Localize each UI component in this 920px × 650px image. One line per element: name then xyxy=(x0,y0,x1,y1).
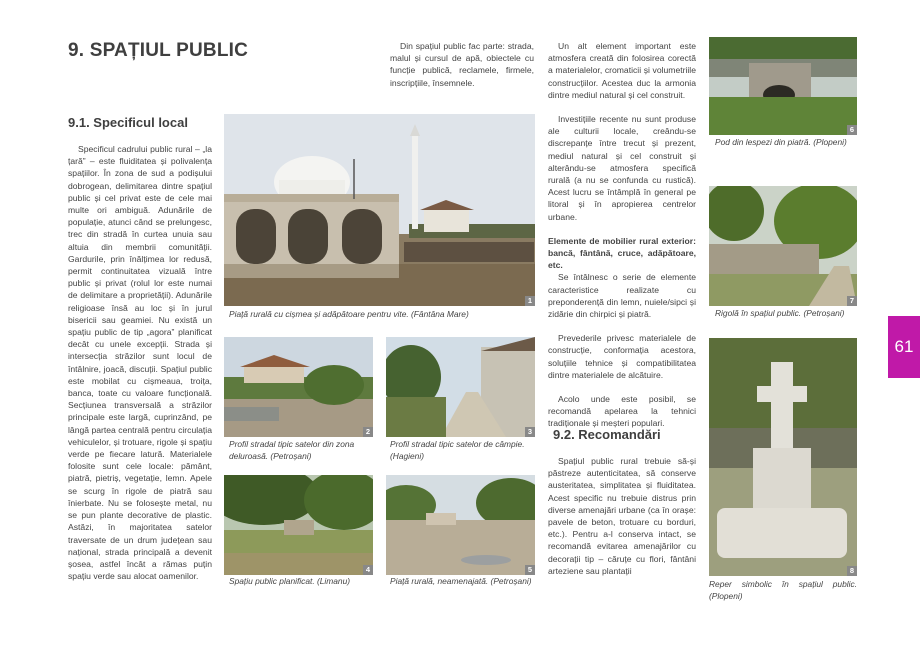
photo-caption: Piață rurală, neamenajată. (Petroșani) xyxy=(390,576,532,586)
paragraph: Se întâlnesc o serie de elemente caracteristice realizate cu preponderență din lemn, nuiele/sipci și zidărie din chirpici și piatră. xyxy=(548,272,696,320)
photo-number-badge: 6 xyxy=(847,125,857,135)
paragraph: Specificul cadrului public rural – „la țară” – este fluiditatea și polivalența spațiilor. În zona de sud a podișului dobrogean, delimitarea dintre spațiul public și cel privat este de cele mai multe ori ambiguă. Adunările de populație, atunci când se prelungesc, trec din stradă în curtea unuia sau altuia din membrii comunității. Gardurile, prin înălțimea lor redusă, permit continuitatea vizuală între public și privat (rolul lor este numai de delimitare a proprietății). Adunările religioase însă au loc și în jurul bisericii sau geamiei. Nu există un spațiu public de tip „agora” planificat decât cu unele excepții. Strada și intersecția străzilor sunt locul de întâlnire, joacă, discuții. Spațiul public este mobilat cu cișmeaua, troița, banca, toate cu valoare funcțională. Secțiunea transversală a străzilor principale este largă, cuprinzând, pe lângă partea centrală pentru circulația vehiculelor, și trotuare, rigole și spațiu verde pe fiecare latură. Materialele folosite sunt cele locale: pământ, piatră, pietriș, vegetație, lemn. Apele se scurg în rigole de piatră sau înierbate. Nu se folosește metal, nu se pun plante decorative de plastic. Astăzi, în majoritatea satelor traversate de un drum județean sau național, strada principală a devenit șosea, astfel încât a rămas puțin spațiu verde sau alocat oamenilor. xyxy=(68,144,212,582)
photo-hilly-street-profile xyxy=(224,337,373,437)
page-number-tab: 61 xyxy=(888,316,920,378)
photo-number-badge: 7 xyxy=(847,296,857,306)
paragraph: Spațiul public rural trebuie să-și păstreze autenticitatea, să conserve austeritatea, simplitatea și fluiditatea. Acest specific nu trebuie distrus prin diverse amenajări urbane (ca în orașe: pavele de beton, trotuare cu borduri, etc.). Pentru a-l conserva intact, se recomandă evitarea amenajărilor cu decorații tip – căruțe cu flori, fântâni arteziene sau plantații xyxy=(548,456,696,576)
photo-stone-bridge xyxy=(709,37,857,135)
intro-text-column xyxy=(68,143,212,582)
paragraph: Un alt element important este atmosfera creată din folosirea corectă a materialelor, cromaticii și volumetriile construcțiilor. Acestea duc la armonia dintre mediul natural și cel construit. xyxy=(548,41,696,100)
paragraph: Acolo unde este posibil, se recomandă apelarea la tehnici tradiționale și meșteri populari. xyxy=(548,394,696,429)
photo-caption: Rigolă în spațiul public. (Petroșani) xyxy=(715,308,845,318)
photo-caption: Pod din lespezi din piatră. (Plopeni) xyxy=(715,137,847,147)
paragraph: Prevederile privesc materialele de construcție, conformația acestora, soluțiile tehnice și compatibilitatea dintre materialele de alcătuire. xyxy=(548,333,696,380)
photo-caption: Profil stradal tipic satelor din zona deluroasă. (Petroșani) xyxy=(229,439,355,461)
page-title: 9. SPAȚIUL PUBLIC xyxy=(68,40,249,61)
recommendations-text xyxy=(548,455,696,640)
rural-furniture-heading: Elemente de mobilier rural exterior: bancă, fântână, cruce, adăpătoare, etc. xyxy=(548,235,696,271)
photo-number-badge: 3 xyxy=(525,427,535,437)
photo-caption: Piață rurală cu cișmea și adăpătoare pentru vite. (Fântâna Mare) xyxy=(229,309,469,319)
photo-number-badge: 1 xyxy=(525,296,535,306)
photo-unarranged-square xyxy=(386,475,535,575)
photo-stone-cross-landmark xyxy=(709,338,857,576)
photo-planned-public-space xyxy=(224,475,373,575)
text-column-right xyxy=(548,40,696,430)
photo-number-badge: 2 xyxy=(363,427,373,437)
paragraph: Din spațiul public fac parte: strada, malul și cursul de apă, obiectele cu funcție publică, reclamele, firmele, inscripțiile, însemnele. xyxy=(390,41,534,88)
photo-caption: Profil stradal tipic satelor de câmpie. (Hagieni) xyxy=(390,439,525,461)
photo-number-badge: 5 xyxy=(525,565,535,575)
photo-gutter xyxy=(709,186,857,306)
photo-caption: Reper simbolic în spațiul public. (Plopeni) xyxy=(709,579,857,601)
section-title-recommendations: 9.2. Recomandări xyxy=(553,427,661,442)
paragraph: Investițiile recente nu sunt produse ale culturii locale, creându-se discrepanțe între trecut și prezent, mediul natural și cel construit și alterându-se atmosfera specifică rurală (a nu se confunda cu rustică). Acest lucru se întâmplă în general pe litoral și în apropierea centrelor urbane. xyxy=(548,114,696,222)
public-space-elements-text xyxy=(390,40,534,89)
photo-plain-street-profile xyxy=(386,337,535,437)
photo-village-square-fountain xyxy=(224,114,535,306)
photo-number-badge: 4 xyxy=(363,565,373,575)
photo-caption: Spațiu public planificat. (Limanu) xyxy=(229,576,351,586)
photo-number-badge: 8 xyxy=(847,566,857,576)
section-title-specific-local: 9.1. Specificul local xyxy=(68,115,188,130)
